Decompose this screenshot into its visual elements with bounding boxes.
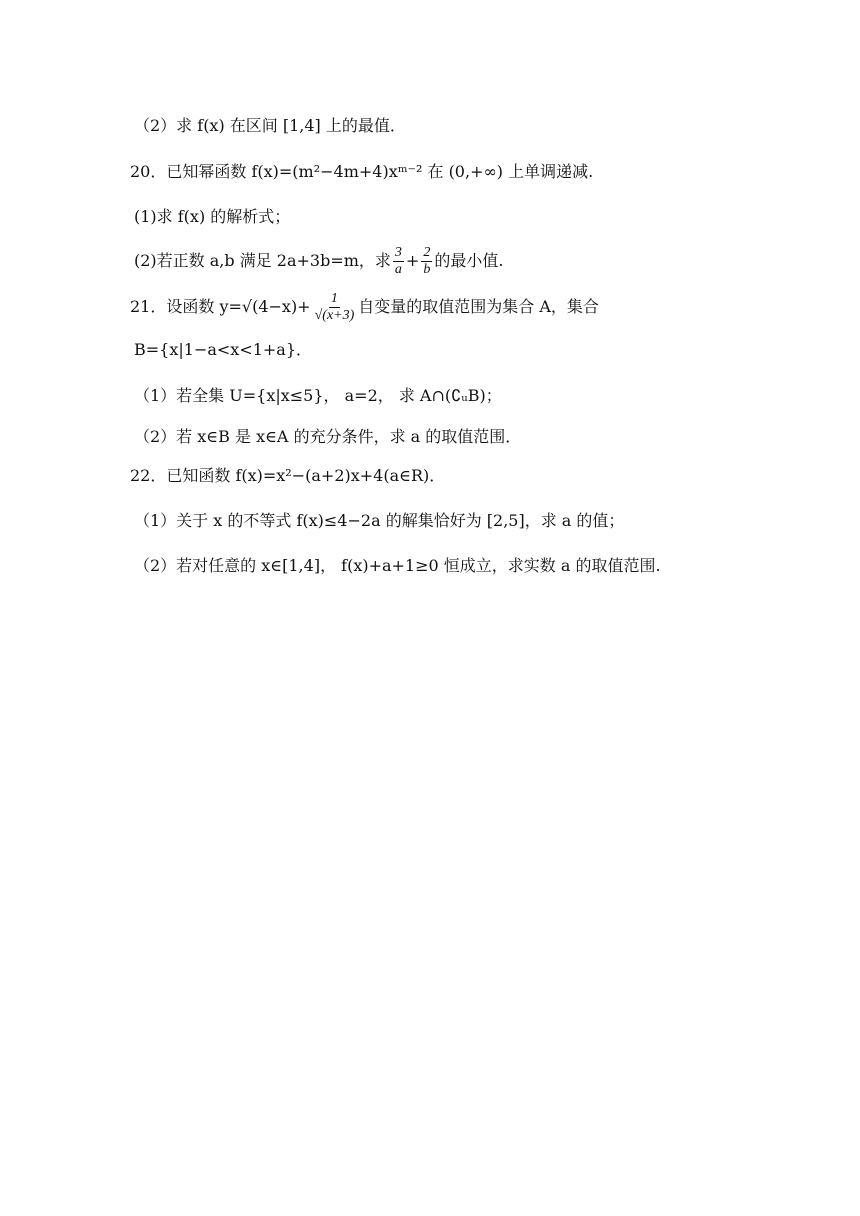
question-21 (130, 292, 599, 322)
q20-2-suffix: 的最小值. (434, 251, 504, 270)
q19-2-text: （2）求 f(x) 在区间 [1,4] 上的最值． (134, 116, 406, 135)
fraction-3-over-a (393, 245, 404, 278)
question-20-part-1 (134, 206, 290, 228)
fraction-denominator: √(x+3) (314, 307, 355, 323)
q21-suffix: 自变量的取值范围为集合 A，集合 (358, 297, 599, 316)
question-21-set-b (134, 339, 312, 361)
plus-sign: + (405, 251, 420, 270)
fraction-numerator: 3 (394, 244, 402, 260)
q20-2-prefix: (2)若正数 a,b 满足 2a+3b=m，求 (134, 251, 391, 270)
question-20-part-2 (134, 244, 504, 277)
question-21-part-1 (134, 385, 502, 407)
question-20 (130, 161, 593, 183)
q22-1-text: （1）关于 x 的不等式 f(x)≤4−2a 的解集恰好为 [2,5]，求 a 的值； (134, 511, 625, 530)
set-b-text: B={x|1−a<x<1+a}． (134, 340, 313, 359)
q21-prefix: 21．设函数 y=√(4−x)+ (130, 297, 311, 316)
q20-1-text: (1)求 f(x) 的解析式； (134, 207, 291, 226)
q20-text: 20．已知幂函数 f(x)=(m²−4m+4)xᵐ⁻² 在 (0,+∞) 上单调递减. (130, 162, 594, 181)
fraction-denominator: a (394, 261, 402, 277)
fraction-numerator: 1 (330, 290, 338, 306)
question-22-part-2 (134, 555, 661, 577)
question-19-part-2 (134, 115, 406, 137)
fraction-denominator: b (423, 261, 431, 277)
q21-2-text: （2）若 x∈B 是 x∈A 的充分条件，求 a 的取值范围． (134, 427, 522, 446)
q22-2-text: （2）若对任意的 x∈[1,4]， f(x)+a+1≥0 恒成立，求实数 a 的取值范围. (134, 556, 661, 575)
question-21-part-2 (134, 426, 521, 448)
q22-text: 22．已知函数 f(x)=x²−(a+2)x+4(a∈R)． (130, 466, 446, 485)
fraction-numerator: 2 (423, 244, 431, 260)
fraction-2-over-b (421, 245, 432, 278)
q21-1-text: （1）若全集 U={x|x≤5}， a=2， 求 A∩(∁ᵤB)； (134, 386, 502, 405)
question-22-part-1 (134, 510, 624, 532)
fraction-1-over-sqrt (313, 291, 357, 324)
question-22 (130, 465, 445, 487)
